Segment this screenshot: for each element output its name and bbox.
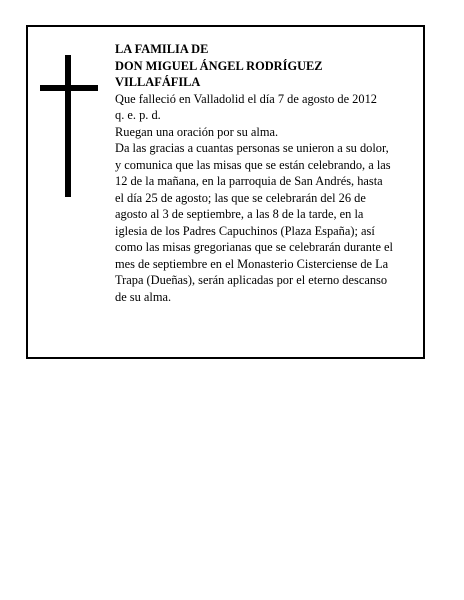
- paragraph-line: mes de septiembre en el Monasterio Cisterciense de La: [115, 256, 389, 271]
- paragraph-line: 12 de la mañana, en la parroquia de San Andrés, hasta: [115, 174, 383, 188]
- heading-line-family: LA FAMILIA DE: [115, 42, 209, 56]
- paragraph-line: como las misas gregorianas que se celebrarán durante el: [115, 240, 393, 254]
- heading-line-name: DON MIGUEL ÁNGEL RODRÍGUEZ: [115, 58, 323, 73]
- latin-cross-icon: [40, 55, 98, 197]
- paragraph-line: Da las gracias a cuantas personas se unieron a su dolor,: [115, 141, 389, 155]
- gratitude-paragraph: [115, 140, 423, 305]
- paragraph-line: Trapa (Dueñas), serán aplicadas por el eterno descanso: [115, 273, 388, 287]
- cross-horizontal-bar: [40, 85, 98, 91]
- paragraph-line: y comunica que las misas que se están celebrando, a las: [115, 157, 391, 172]
- prayer-request: Ruegan una oración por su alma.: [115, 124, 279, 139]
- paragraph-line: agosto al 3 de septiembre, a las 8 de la tarde, en la: [115, 207, 364, 221]
- notice-text: [115, 41, 423, 305]
- heading-line-surname: VILLAFÁFILA: [115, 75, 201, 89]
- paragraph-line: el día 25 de agosto; las que se celebrarán del 26 de: [115, 190, 366, 205]
- obituary-notice: [26, 25, 425, 359]
- notice-heading: [115, 41, 423, 91]
- cross-vertical-bar: [65, 55, 71, 197]
- paragraph-line: de su alma.: [115, 289, 172, 304]
- rip-abbreviation: q. e. p. d.: [115, 108, 161, 122]
- paragraph-line: iglesia de los Padres Capuchinos (Plaza España); así: [115, 223, 375, 238]
- death-statement: Que falleció en Valladolid el día 7 de agosto de 2012: [115, 91, 377, 106]
